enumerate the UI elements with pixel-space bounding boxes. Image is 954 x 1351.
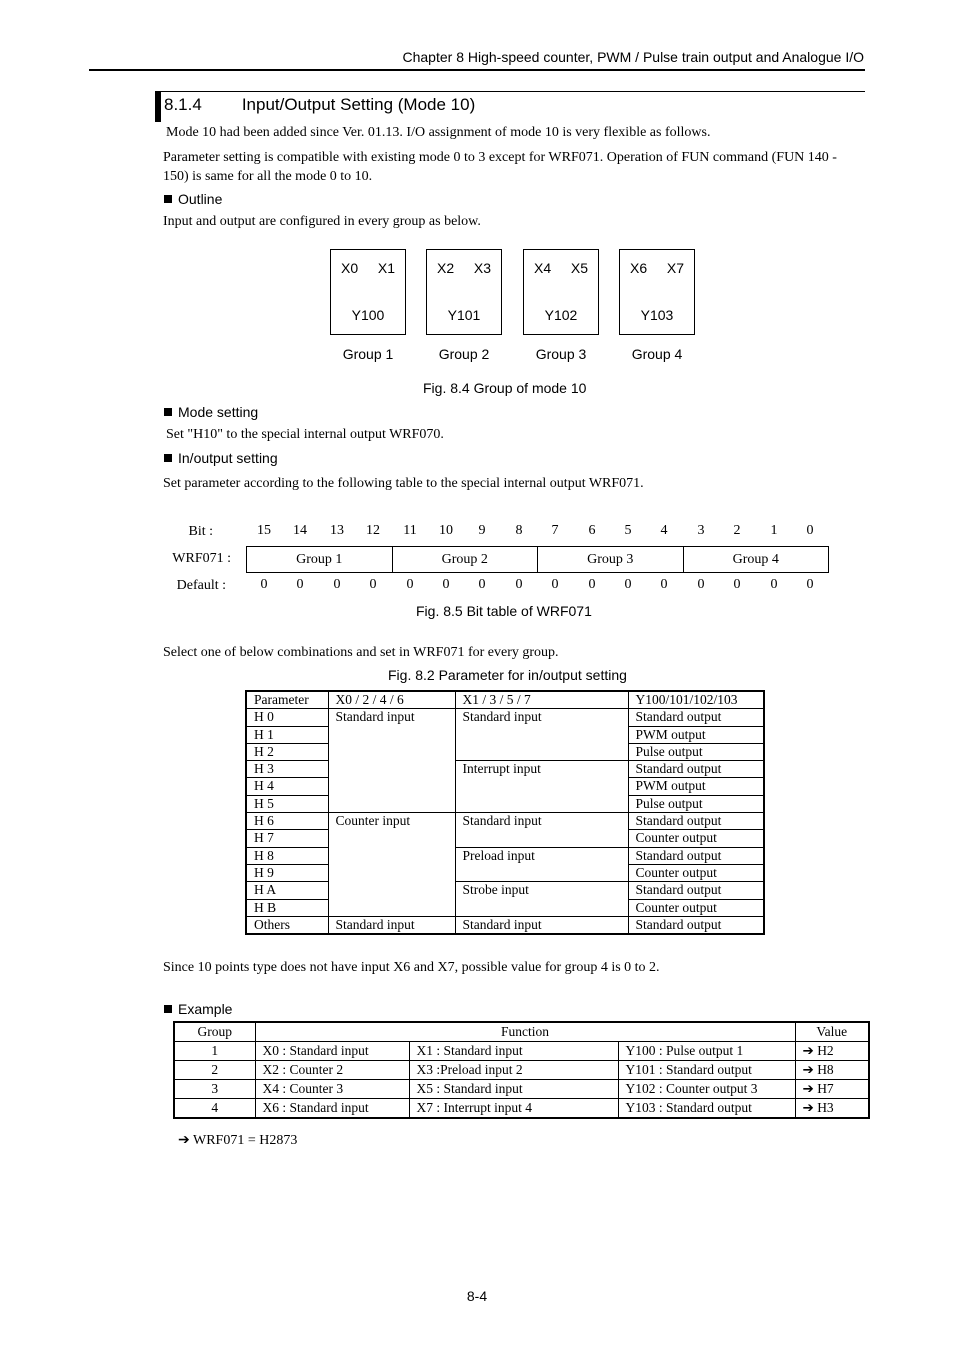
group-label-2: Group 2 <box>438 346 490 362</box>
wrf071-bit-fields <box>246 546 829 573</box>
header-rule <box>89 69 865 71</box>
bullet-square-icon <box>164 195 172 203</box>
section-heading <box>164 95 475 115</box>
table-row: H 3 Interrupt input Standard output <box>246 761 764 778</box>
table-header-row: Group Function Value <box>174 1022 869 1042</box>
bullet-square-icon <box>164 1005 172 1013</box>
bullet-square-icon <box>164 454 172 462</box>
bit-field-group-3: Group 3 <box>537 547 683 572</box>
table-row: H 4 PWM output <box>246 778 764 795</box>
section-title: Input/Output Setting (Mode 10) <box>241 95 476 114</box>
header-cell: X0 / 2 / 4 / 6 <box>328 691 455 709</box>
table-row: 2 X2 : Counter 2 X3 :Preload input 2 Y101 : Standard output ➔ H8 <box>174 1061 869 1080</box>
section-marker <box>155 91 161 122</box>
example-result: ➔ WRF071 = H2873 <box>178 1133 298 1148</box>
header-cell: X1 / 3 / 5 / 7 <box>455 691 628 709</box>
group-label-4: Group 4 <box>631 346 683 362</box>
arrow-right-icon: ➔ <box>802 1062 814 1077</box>
table-header-row <box>246 691 764 709</box>
bit-label: Bit : <box>188 524 213 539</box>
group-box-3: X4 X5 Y102 <box>523 249 599 335</box>
group-label-3: Group 3 <box>535 346 587 362</box>
header-cell: Y100/101/102/103 <box>628 691 764 709</box>
running-header: Chapter 8 High-speed counter, PWM / Pulse train output and Analogue I/O <box>402 49 864 65</box>
arrow-right-icon: ➔ <box>802 1100 814 1115</box>
figure-caption-8-2: Fig. 8.2 Parameter for in/output setting <box>388 667 627 683</box>
arrow-right-icon: ➔ <box>178 1133 190 1148</box>
bullet-square-icon <box>164 408 172 416</box>
table-row: H 5 Pulse output <box>246 795 764 812</box>
table-row: H 8 Preload input Standard output <box>246 847 764 864</box>
register-label: WRF071 : <box>172 551 231 566</box>
example-heading: Example <box>164 1001 232 1017</box>
mode-setting-heading: Mode setting <box>164 404 258 420</box>
group-box-1: X0 X1 Y100 <box>330 249 406 335</box>
combo-text: Select one of below combinations and set in WRF071 for every group. <box>163 645 559 660</box>
outline-text: Input and output are configured in every group as below. <box>163 214 481 229</box>
figure-caption-8-5: Fig. 8.5 Bit table of WRF071 <box>416 603 592 619</box>
group-label-1: Group 1 <box>342 346 394 362</box>
bit-field-group-2: Group 2 <box>392 547 538 572</box>
table-row: H 6 Counter input Standard input Standard output <box>246 813 764 830</box>
group-box-4: X6 X7 Y103 <box>619 249 695 335</box>
table-row: H 1 PWM output <box>246 726 764 743</box>
page-number: 8-4 <box>466 1288 488 1304</box>
default-label: Default : <box>176 578 226 593</box>
table-row: H 0 Standard input Standard input Standard output <box>246 709 764 726</box>
section-rule <box>161 91 865 92</box>
bit-field-group-4: Group 4 <box>683 547 829 572</box>
group-box-2: X2 X3 Y101 <box>426 249 502 335</box>
arrow-right-icon: ➔ <box>802 1043 814 1058</box>
arrow-right-icon: ➔ <box>802 1081 814 1096</box>
example-table <box>173 1021 870 1119</box>
table-row: 3 X4 : Counter 3 X5 : Standard input Y102 : Counter output 3 ➔ H7 <box>174 1080 869 1099</box>
parameter-table <box>245 690 765 935</box>
table-row: H A Strobe input Standard output <box>246 882 764 899</box>
mode-setting-text: Set "H10" to the special internal output WRF070. <box>166 427 444 442</box>
table-row: H 2 Pulse output <box>246 743 764 760</box>
table-row: H B Counter output <box>246 899 764 916</box>
table-row: Others Standard input Standard input Standard output <box>246 916 764 934</box>
table-row: 4 X6 : Standard input X7 : Interrupt input 4 Y103 : Standard output ➔ H3 <box>174 1099 869 1119</box>
outline-heading: Outline <box>164 191 222 207</box>
intro-paragraph-1: Mode 10 had been added since Ver. 01.13. I/O assignment of mode 10 is very flexible as follows. <box>166 125 711 140</box>
intro-paragraph-2: Parameter setting is compatible with existing mode 0 to 3 except for WRF071. Operation of FUN command (FUN 140 - 150) is same for all the mode 0 to 10. <box>163 150 837 184</box>
table-row: H 9 Counter output <box>246 864 764 881</box>
figure-caption-8-4: Fig. 8.4 Group of mode 10 <box>423 380 587 396</box>
io-setting-text: Set parameter according to the following table to the special internal output WRF071. <box>163 476 644 491</box>
section-number: 8.1.4 <box>164 95 202 114</box>
group4-note: Since 10 points type does not have input X6 and X7, possible value for group 4 is 0 to 2. <box>163 960 660 975</box>
bit-field-group-1: Group 1 <box>296 552 343 567</box>
io-setting-heading: In/output setting <box>164 450 278 466</box>
header-cell: Parameter <box>246 691 328 709</box>
table-row: H 7 Counter output <box>246 830 764 847</box>
table-row: 1 X0 : Standard input X1 : Standard input Y100 : Pulse output 1 ➔ H2 <box>174 1042 869 1061</box>
